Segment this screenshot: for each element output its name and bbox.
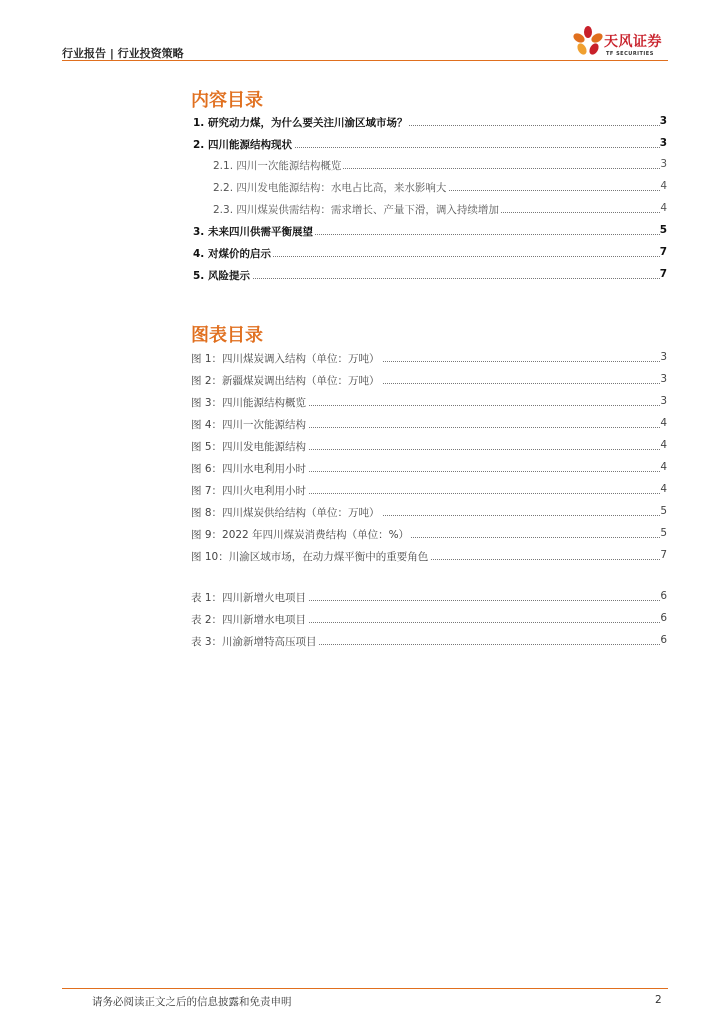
figure-entry-page: 4 xyxy=(660,461,667,473)
figure-entry[interactable] xyxy=(0,351,724,367)
figure-entry[interactable] xyxy=(0,461,724,477)
company-logo xyxy=(571,25,676,59)
page-number: 2 xyxy=(655,994,662,1006)
toc-entry-label: 5. 风险提示 xyxy=(193,270,250,282)
toc-entry-page: 7 xyxy=(659,246,667,258)
table-entry-page: 6 xyxy=(660,612,667,624)
toc-entry[interactable] xyxy=(0,268,724,284)
figure-entry[interactable] xyxy=(0,395,724,411)
figure-entry-label: 图 9：2022 年四川煤炭消费结构（单位：%） xyxy=(191,529,410,541)
figure-entry-page: 5 xyxy=(660,527,667,539)
figure-entry-label: 图 5：四川发电能源结构 xyxy=(191,441,307,453)
figure-entry-label: 图 2：新疆煤炭调出结构（单位：万吨） xyxy=(191,375,380,387)
toc-subentry[interactable] xyxy=(0,202,724,218)
figure-entry[interactable] xyxy=(0,505,724,521)
footer-divider xyxy=(62,988,668,989)
figure-entry-label: 图 8：四川煤炭供给结构（单位：万吨） xyxy=(191,507,380,519)
toc-subentry-label: 2.3. 四川煤炭供需结构：需求增长、产量下滑，调入持续增加 xyxy=(213,204,499,216)
figure-entry[interactable] xyxy=(0,373,724,389)
figure-entry-page: 3 xyxy=(660,351,667,363)
figure-entry-page: 7 xyxy=(660,549,667,561)
figure-entry[interactable] xyxy=(0,439,724,455)
figure-entry-label: 图 7：四川火电利用小时 xyxy=(191,485,307,497)
figure-entry-label: 图 1：四川煤炭调入结构（单位：万吨） xyxy=(191,353,380,365)
table-entry-page: 6 xyxy=(660,634,667,646)
toc-subentry-page: 4 xyxy=(660,180,667,192)
figure-entry-label: 图 10：川渝区域市场，在动力煤平衡中的重要角色 xyxy=(191,551,429,563)
figure-entry[interactable] xyxy=(0,483,724,499)
figure-entry-label: 图 3：四川能源结构概览 xyxy=(191,397,307,409)
figure-entry[interactable] xyxy=(0,549,724,565)
toc-title: 内容目录 xyxy=(191,90,263,111)
figure-entry-page: 5 xyxy=(660,505,667,517)
header-breadcrumb: 行业报告 | 行业投资策略 xyxy=(62,47,184,60)
toc-entry-page: 7 xyxy=(659,268,667,280)
figure-entry[interactable] xyxy=(0,527,724,543)
toc-subentry[interactable] xyxy=(0,180,724,196)
figure-entry-page: 3 xyxy=(660,395,667,407)
toc-entry-label: 1. 研究动力煤，为什么要关注川渝区域市场？ xyxy=(193,117,408,129)
toc-subentry-label: 2.2. 四川发电能源结构：水电占比高，来水影响大 xyxy=(213,182,447,194)
toc-entry-page: 5 xyxy=(659,224,667,236)
figure-entry-page: 3 xyxy=(660,373,667,385)
table-entry-label: 表 2：四川新增水电项目 xyxy=(191,614,307,626)
toc-entry-label: 4. 对煤价的启示 xyxy=(193,248,271,260)
header-divider xyxy=(62,60,668,61)
figure-entry[interactable] xyxy=(0,417,724,433)
figures-title: 图表目录 xyxy=(191,325,263,346)
table-entry[interactable] xyxy=(0,612,724,628)
table-entry-label: 表 3：川渝新增特高压项目 xyxy=(191,636,317,648)
logo-chinese-name: 天风证券 xyxy=(604,34,662,50)
toc-entry[interactable] xyxy=(0,137,724,153)
figure-entry-page: 4 xyxy=(660,483,667,495)
toc-subentry[interactable] xyxy=(0,158,724,174)
figure-entry-page: 4 xyxy=(660,439,667,451)
footer-disclaimer: 请务必阅读正文之后的信息披露和免责申明 xyxy=(92,996,292,1008)
toc-subentry-label: 2.1. 四川一次能源结构概览 xyxy=(213,160,342,172)
toc-entry-label: 2. 四川能源结构现状 xyxy=(193,139,292,151)
figure-entry-label: 图 4：四川一次能源结构 xyxy=(191,419,307,431)
figure-entry-page: 4 xyxy=(660,417,667,429)
toc-entry[interactable] xyxy=(0,246,724,262)
table-entry[interactable] xyxy=(0,634,724,650)
figure-entry-label: 图 6：四川水电利用小时 xyxy=(191,463,307,475)
toc-entry-page: 3 xyxy=(659,137,667,149)
toc-entry[interactable] xyxy=(0,224,724,240)
toc-entry[interactable] xyxy=(0,115,724,131)
logo-english-name: TF SECURITIES xyxy=(606,51,654,57)
toc-entry-label: 3. 未来四川供需平衡展望 xyxy=(193,226,313,238)
table-entry-label: 表 1：四川新增火电项目 xyxy=(191,592,307,604)
toc-subentry-page: 4 xyxy=(660,202,667,214)
table-entry[interactable] xyxy=(0,590,724,606)
flower-logo-icon xyxy=(571,25,605,59)
toc-subentry-page: 3 xyxy=(660,158,667,170)
toc-entry-page: 3 xyxy=(659,115,667,127)
table-entry-page: 6 xyxy=(660,590,667,602)
